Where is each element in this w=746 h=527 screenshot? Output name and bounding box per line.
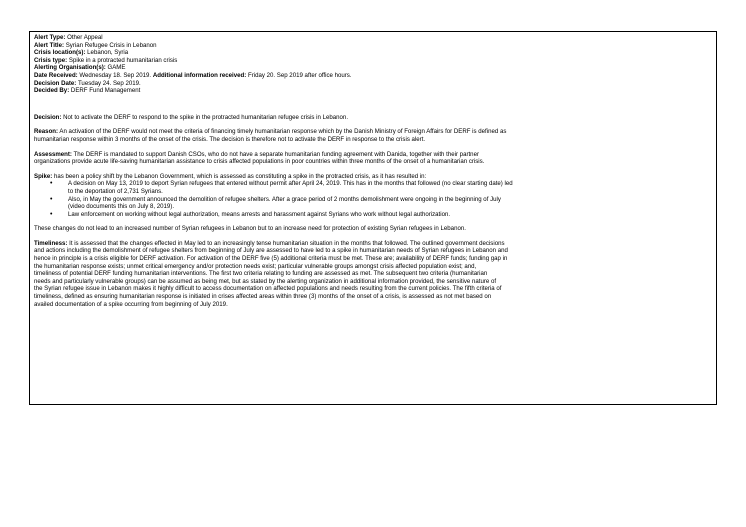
alerting-org-value: GAME	[107, 64, 126, 72]
crisis-location-label: Crisis location(s):	[34, 49, 86, 57]
bullet-line: • A decision on May 13, 2019 to deport Syrian refugees that entered without permit after April 24, 2019. This has in the months that followed (no clear starting date) led	[68, 180, 513, 188]
spike-paragraph	[34, 173, 712, 219]
timeliness-line: the humanitarian response exists; unmet critical emergency and/or protection needs exist; particular vulnerable groups amongst crisis affected population exist; and,	[34, 262, 477, 270]
crisis-type-label: Crisis type:	[34, 56, 68, 64]
timeliness-line: the Syrian refugee issue in Lebanon makes it highly difficult to access documentation on affected populations and needs resulting from the current policies. The fifth criteria of	[34, 285, 502, 293]
spike-bullet-list	[34, 180, 712, 218]
bullet-line: • Also, in May the government announced the demolition of refugee shelters. After a grace period of 2 months demolishment were ongoing in the beginning of July	[68, 195, 501, 203]
crisis-location-value: Lebanon, Syria	[87, 49, 129, 57]
spike-intro: has been a policy shift by the Lebanon Government, which is assessed as constituting a spike in the protracted crisis, as it has resulted in:	[54, 172, 427, 180]
reason-line: An activation of the DERF would not meet the criteria of financing timely humanitarian response which by the Danish Ministry of Foreign Affairs for DERF is defined as	[59, 128, 507, 136]
crisis-type-row	[34, 57, 712, 65]
decision-date-row	[34, 80, 712, 88]
decision-label: Decision:	[34, 113, 62, 121]
decided-by-label: Decided By:	[34, 87, 70, 95]
alert-title-label: Alert Title:	[34, 41, 65, 49]
decision-date-label: Decision Date:	[34, 79, 77, 87]
reason-line: humanitarian response within 3 months of the onset of the crisis. The decision is therefore not to activate the DERF in response to the crisis alert.	[34, 135, 426, 143]
timeliness-line: and actions including the demolishment of refugee shelters from beginning of July are assessed to have led to a spike in humanitarian needs of Syrian refugees in Lebanon and	[34, 247, 508, 255]
alert-type-label: Alert Type:	[34, 34, 66, 41]
additional-info-label: Additional information received:	[152, 71, 247, 79]
timeliness-line: availed documentation of a spike occurring from beginning of July 2019.	[34, 300, 228, 308]
crisis-type-value: Spike in a protracted humanitarian crisis	[68, 56, 178, 64]
alert-type-value: Other Appeal	[67, 34, 103, 41]
crisis-location-row	[34, 49, 712, 57]
list-item	[68, 211, 712, 219]
spike-conclusion: These changes do not lead to an increased number of Syrian refugees in Lebanon but to an increase need for protection of existing Syrian refugees in Lebanon.	[34, 225, 466, 233]
list-item	[68, 196, 712, 211]
timeliness-line: It is assessed that the changes effected in May led to an increasingly tense humanitarian situation in the months that followed. The outlined government decisions	[69, 239, 505, 247]
list-item	[68, 180, 712, 195]
timeliness-line: needs and particularly vulnerable groups) can be assumed as being met, but as stated by the alerting organization in additional information provided, the sensitive nature of	[34, 277, 497, 285]
decision-date-value: Tuesday 24. Sep 2019.	[77, 79, 141, 87]
alerting-org-row	[34, 64, 712, 72]
bullet-line: • Law enforcement on working without legal authorization, means arrests and harassment against Syrians who work without legal authorization.	[68, 210, 451, 218]
reason-label: Reason:	[34, 128, 59, 136]
decided-by-row	[34, 87, 712, 95]
date-received-row	[34, 72, 712, 80]
alerting-org-label: Alerting Organisation(s):	[34, 64, 106, 72]
decided-by-value: DERF Fund Management	[70, 87, 141, 95]
bullet-line: to the deportation of 2,731 Syrians.	[68, 187, 163, 195]
assessment-paragraph	[34, 151, 712, 166]
timeliness-label: Timeliness:	[34, 239, 68, 247]
timeliness-paragraph	[34, 240, 712, 308]
bullet-line: (video documents this on July 8, 2019).	[68, 203, 175, 211]
reason-paragraph	[34, 128, 712, 143]
additional-info-value: Friday 20. Sep 2019 after office hours.	[247, 71, 352, 79]
date-received-value: Wednesday 18. Sep 2019.	[79, 71, 152, 79]
decision-paragraph	[34, 114, 712, 122]
alert-type-row	[34, 34, 712, 42]
timeliness-line: hence in principle is a crisis eligible for DERF activation. For activation of the DERF five (5) additional criteria must be met. These are; availability of DERF funds; funding gap in	[34, 255, 508, 263]
decision-text: Not to activate the DERF to respond to the spike in the protracted humanitarian refugee crisis in Lebanon.	[63, 113, 349, 121]
assessment-line: organizations provide acute life-saving humanitarian assistance to crisis affected populations in poor countries within three months of the onset of a humanitarian crisis.	[34, 158, 485, 166]
assessment-line: The DERF is mandated to support Danish CSOs, who do not have a separate humanitarian funding agreement with Danida, together with their partner	[73, 150, 479, 158]
alert-title-value: Syrian Refugee Crisis in Lebanon	[65, 41, 157, 49]
decision-document	[29, 31, 717, 405]
timeliness-line: timeliness of potential DERF funding humanitarian interventions. The first two criteria relating to funding are assessed as met. The subsequent two criteria (humanitarian	[34, 270, 488, 278]
spike-label: Spike:	[34, 172, 53, 180]
timeliness-line: timeliness, defined as ensuring humanitarian response is initiated in crises affected areas within three (3) months of the onset of a crisis, is assessed as not met based on	[34, 293, 492, 301]
date-received-label: Date Received:	[34, 71, 78, 79]
assessment-label: Assessment:	[34, 150, 72, 158]
alert-title-row	[34, 42, 712, 50]
